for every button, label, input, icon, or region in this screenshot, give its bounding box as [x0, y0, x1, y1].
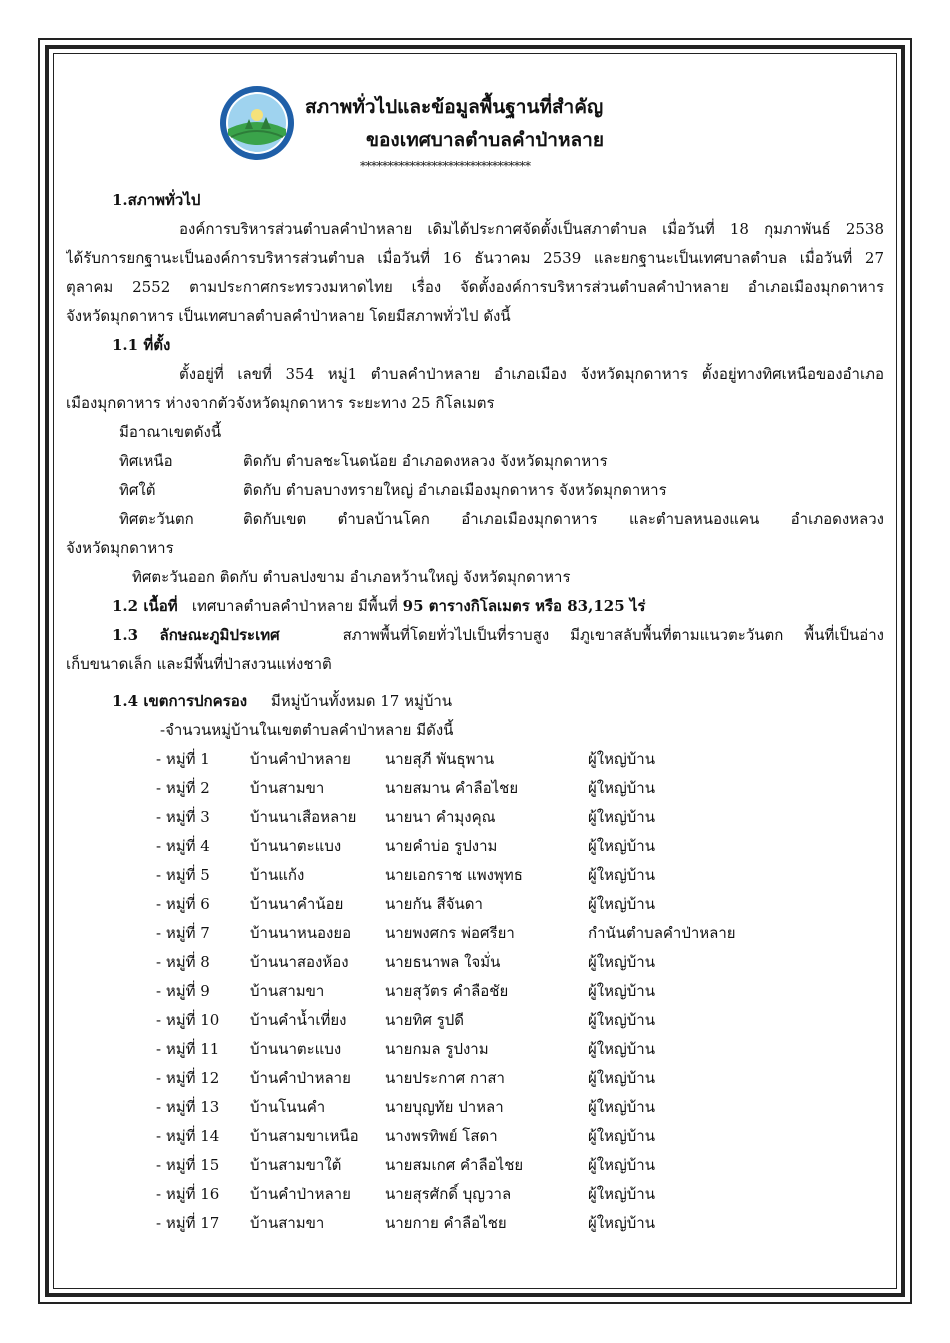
village-head: นายสุภี พันธุพาน: [385, 750, 495, 768]
village-role: ผู้ใหญ่บ้าน: [588, 1040, 655, 1058]
village-row: [66, 919, 884, 948]
section-1-line-1: องค์การบริหารส่วนตำบลคำป่าหลาย เดิมได้ประกาศจัดตั้งเป็นสภาตำบล เมื่อวันที่ 18 กุมภาพันธ์ 2538: [179, 220, 884, 238]
village-number: - หมู่ที่ 10: [156, 1011, 220, 1029]
village-list-intro: -จำนวนหมู่บ้านในเขตตำบลคำป่าหลาย มีดังนี้: [160, 721, 454, 739]
village-role: ผู้ใหญ่บ้าน: [588, 953, 655, 971]
village-number: - หมู่ที่ 15: [156, 1156, 220, 1174]
village-row: [66, 803, 884, 832]
village-name: บ้านคำป่าหลาย: [250, 750, 351, 768]
village-name: บ้านคำป่าหลาย: [250, 1185, 351, 1203]
village-role: ผู้ใหญ่บ้าน: [588, 837, 655, 855]
section-1-line-2: ได้รับการยกฐานะเป็นองค์การบริหารส่วนตำบล เมื่อวันที่ 16 ธันวาคม 2539 และยกฐานะเป็นเทศบาลตำบล เมื่อวันที่ 27: [66, 249, 884, 267]
village-row: [66, 1180, 884, 1209]
village-number: - หมู่ที่ 17: [156, 1214, 220, 1232]
village-role: ผู้ใหญ่บ้าน: [588, 1156, 655, 1174]
village-role: ผู้ใหญ่บ้าน: [588, 1214, 655, 1232]
section-1-line-3: ตุลาคม 2552 ตามประกาศกระทรวงมหาดไทย เรื่อง จัดตั้งองค์การบริหารส่วนตำบลคำป่าหลาย อำเภอเมืองมุกดาหาร: [66, 278, 884, 296]
village-head: นายพงศกร พ่อศรียา: [385, 924, 515, 942]
village-head: นายสุรศักดิ์ บุญวาล: [385, 1185, 512, 1203]
bound-north-direction: ทิศเหนือ: [119, 452, 173, 470]
village-row: [66, 1093, 884, 1122]
section-1-1-line-1: ตั้งอยู่ที่ เลขที่ 354 หมู่1 ตำบลคำป่าหลาย อำเภอเมือง จังหวัดมุกดาหาร ตั้งอยู่ทางทิศเหนือของอำเภอ: [179, 365, 884, 383]
village-number: - หมู่ที่ 8: [156, 953, 210, 971]
village-name: บ้านนาสองห้อง: [250, 953, 349, 971]
section-1-2-area: 95 ตารางกิโลเมตร หรือ 83,125 ไร่: [402, 597, 646, 615]
village-head: นายสมาน คำลือไชย: [385, 779, 519, 797]
village-row: [66, 774, 884, 803]
village-row: [66, 1006, 884, 1035]
section-1-4: [66, 687, 884, 716]
document-body: [66, 186, 884, 1238]
village-number: - หมู่ที่ 11: [156, 1040, 220, 1058]
village-role: กำนันตำบลคำป่าหลาย: [588, 924, 736, 942]
section-1-4-heading: 1.4 เขตการปกครอง: [112, 692, 248, 710]
village-role: ผู้ใหญ่บ้าน: [588, 895, 655, 913]
village-name: บ้านสามขา: [250, 1214, 325, 1232]
village-number: - หมู่ที่ 6: [156, 895, 210, 913]
village-name: บ้านนาคำน้อย: [250, 895, 344, 913]
village-name: บ้านแก้ง: [250, 866, 305, 884]
municipal-seal-icon: [219, 85, 295, 161]
village-row: [66, 1064, 884, 1093]
section-1-3: [66, 621, 884, 650]
village-number: - หมู่ที่ 7: [156, 924, 210, 942]
bound-south-text: ติดกับ ตำบลบางทรายใหญ่ อำเภอเมืองมุกดาหาร จังหวัดมุกดาหาร: [243, 481, 667, 499]
village-list: [66, 745, 884, 1238]
bound-east: ทิศตะวันออก ติดกับ ตำบลปงขาม อำเภอหว้านใหญ่ จังหวัดมุกดาหาร: [132, 568, 571, 586]
village-head: นายสุวัตร คำลือชัย: [385, 982, 509, 1000]
village-role: ผู้ใหญ่บ้าน: [588, 1098, 655, 1116]
village-head: นางพรทิพย์ โสดา: [385, 1127, 498, 1145]
village-head: นายกัน สีจันดา: [385, 895, 483, 913]
bounds-intro: มีอาณาเขตดังนี้: [119, 423, 222, 441]
village-number: - หมู่ที่ 5: [156, 866, 210, 884]
village-name: บ้านโนนคำ: [250, 1098, 326, 1116]
village-head: นายสมเกศ คำลือไชย: [385, 1156, 524, 1174]
bound-south: [66, 476, 884, 505]
section-1-3-text: สภาพพื้นที่โดยทั่วไปเป็นที่ราบสูง มีภูเขาสลับพื้นที่ตามแนวตะวันตก พื้นที่เป็นอ่าง: [342, 626, 884, 644]
village-number: - หมู่ที่ 3: [156, 808, 210, 826]
village-number: - หมู่ที่ 4: [156, 837, 210, 855]
village-row: [66, 1122, 884, 1151]
village-name: บ้านนาเสือหลาย: [250, 808, 357, 826]
village-number: - หมู่ที่ 14: [156, 1127, 220, 1145]
village-role: ผู้ใหญ่บ้าน: [588, 808, 655, 826]
village-role: ผู้ใหญ่บ้าน: [588, 1069, 655, 1087]
village-head: นายกมล รูปงาม: [385, 1040, 489, 1058]
document-title-line1: สภาพทั่วไปและข้อมูลพื้นฐานที่สำคัญ: [305, 96, 604, 118]
village-number: - หมู่ที่ 2: [156, 779, 210, 797]
village-role: ผู้ใหญ่บ้าน: [588, 1185, 655, 1203]
village-row: [66, 948, 884, 977]
village-name: บ้านสามขา: [250, 779, 325, 797]
village-head: นายนา คำมุงคุณ: [385, 808, 496, 826]
village-name: บ้านนาตะแบง: [250, 837, 342, 855]
bound-north-text: ติดกับ ตำบลชะโนดน้อย อำเภอดงหลวง จังหวัดมุกดาหาร: [243, 452, 608, 470]
village-head: นายกาย คำลือไชย: [385, 1214, 507, 1232]
village-row: [66, 861, 884, 890]
bound-west-text: ติดกับเขต ตำบลบ้านโคก อำเภอเมืองมุกดาหาร และตำบลหนองแคน อำเภอดงหลวง: [243, 510, 884, 528]
village-role: ผู้ใหญ่บ้าน: [588, 779, 655, 797]
village-number: - หมู่ที่ 9: [156, 982, 210, 1000]
village-name: บ้านคำน้ำเที่ยง: [250, 1011, 347, 1029]
bound-west: [66, 505, 884, 534]
village-number: - หมู่ที่ 12: [156, 1069, 220, 1087]
section-1-1-line-2: เมืองมุกดาหาร ห่างจากตัวจังหวัดมุกดาหาร ระยะทาง 25 กิโลเมตร: [66, 394, 495, 412]
document-title-line2: ของเทศบาลตำบลคำป่าหลาย: [366, 129, 604, 151]
village-head: นายธนาพล ใจมั่น: [385, 953, 501, 971]
village-name: บ้านสามขา: [250, 982, 325, 1000]
section-1-1-heading: 1.1 ที่ตั้ง: [112, 336, 171, 354]
village-role: ผู้ใหญ่บ้าน: [588, 1011, 655, 1029]
village-head: นายประกาศ กาสา: [385, 1069, 505, 1087]
village-row: [66, 1035, 884, 1064]
village-row: [66, 832, 884, 861]
village-name: บ้านสามขาเหนือ: [250, 1127, 359, 1145]
village-number: - หมู่ที่ 16: [156, 1185, 220, 1203]
village-role: ผู้ใหญ่บ้าน: [588, 866, 655, 884]
section-1-2-heading: 1.2 เนื้อที่: [112, 597, 178, 615]
village-head: นายคำบ่อ รูปงาม: [385, 837, 498, 855]
village-head: นายทิศ รูปดี: [385, 1011, 464, 1029]
village-row: [66, 745, 884, 774]
village-name: บ้านนาตะแบง: [250, 1040, 342, 1058]
village-row: [66, 977, 884, 1006]
section-1-heading: 1.สภาพทั่วไป: [112, 191, 201, 209]
village-row: [66, 1151, 884, 1180]
bound-west-continued: จังหวัดมุกดาหาร: [66, 539, 174, 557]
bound-west-direction: ทิศตะวันตก: [119, 510, 194, 528]
bound-south-direction: ทิศใต้: [119, 481, 156, 499]
section-1-2: [66, 592, 884, 621]
village-number: - หมู่ที่ 13: [156, 1098, 220, 1116]
section-1-4-text: มีหมู่บ้านทั้งหมด 17 หมู่บ้าน: [270, 692, 453, 710]
village-row: [66, 1209, 884, 1238]
village-row: [66, 890, 884, 919]
title-divider-stars: *******************************: [360, 159, 531, 173]
village-name: บ้านนาหนองยอ: [250, 924, 352, 942]
section-1-3-line-2: เก็บขนาดเล็ก และมีพื้นที่ป่าสงวนแห่งชาติ: [66, 655, 332, 673]
village-head: นายเอกราช แพงพุทธ: [385, 866, 523, 884]
village-role: ผู้ใหญ่บ้าน: [588, 1127, 655, 1145]
village-number: - หมู่ที่ 1: [156, 750, 210, 768]
village-head: นายบุญทัย ปาหลา: [385, 1098, 504, 1116]
village-name: บ้านสามขาใต้: [250, 1156, 342, 1174]
section-1-3-heading: 1.3 ลักษณะภูมิประเทศ: [112, 626, 280, 644]
bound-north: [66, 447, 884, 476]
section-1-line-4: จังหวัดมุกดาหาร เป็นเทศบาลตำบลคำป่าหลาย โดยมีสภาพทั่วไป ดังนี้: [66, 307, 511, 325]
section-1-2-text: เทศบาลตำบลคำป่าหลาย มีพื้นที่: [191, 597, 398, 615]
village-role: ผู้ใหญ่บ้าน: [588, 982, 655, 1000]
village-role: ผู้ใหญ่บ้าน: [588, 750, 655, 768]
village-name: บ้านคำป่าหลาย: [250, 1069, 351, 1087]
